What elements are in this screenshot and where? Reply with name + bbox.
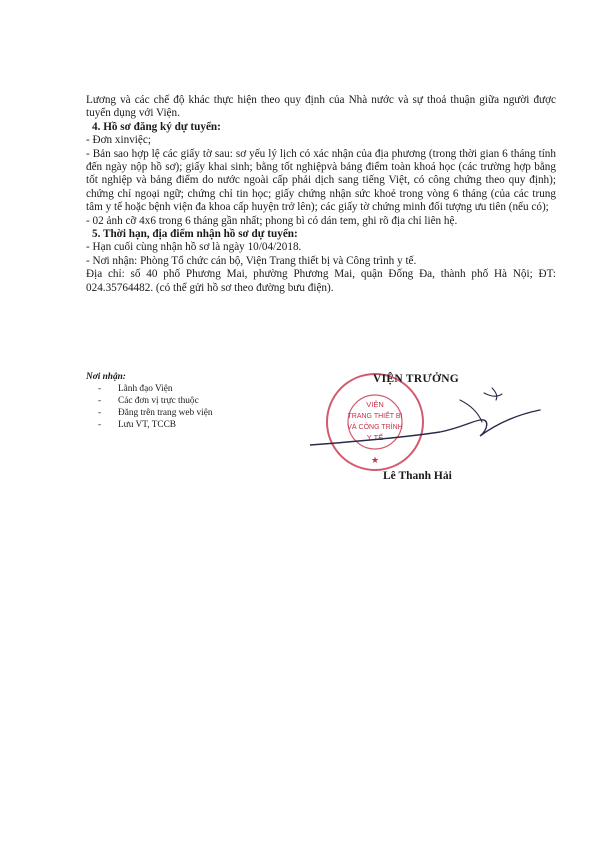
application-letter-item: - Đơn xinviệc; [86,134,151,147]
recipients-title: Nơi nhận: [86,372,126,382]
svg-text:★: ★ [370,455,380,465]
receiving-office-item: - Nơi nhận: Phòng Tổ chức cán bộ, Viện Trang thiết bị và Công trình y tế. [86,254,417,267]
seal-line: TRANG THIẾT BỊ [347,413,403,420]
seal-line: VIỆN [366,400,384,409]
document-body [86,94,556,295]
handwritten-signature [310,380,550,470]
document-copies-item: - Bản sao hợp lệ các giấy tờ sau: sơ yếu lý lịch có xác nhận của địa phương (trong thời gian 6 tháng tính đến ngày nộp hồ sơ); giấy khai sinh; bằng tốt nghiệpvà bảng điểm toàn khoá học (các trường hợp bằng tốt nghiệp và bảng điểm do nước ngoài cấp phải dịch sang tiếng Việt, có công chứng theo quy định); chứng chỉ ngoại ngữ; chứng chỉ tin học; giấy chứng nhận sức khoẻ trong vòng 6 tháng (của các trung tâm y tế hoặc bệnh viện đa khoa cấp huyện trở lên); các giấy tờ chứng minh đối tượng ưu tiên (nếu có); [86,147,556,214]
seal-line: Y TẾ [366,433,384,442]
signer-title: VIỆN TRƯỞNG [373,373,460,385]
recipient-item: - Các đơn vị trực thuộc [98,396,199,406]
address-item: Địa chỉ: số 40 phố Phương Mai, phường Phương Mai, quận Đống Đa, thành phố Hà Nội; ĐT: 024.35764482. (có thể gửi hồ sơ theo đường bưu điện). [86,268,556,294]
deadline-item: - Hạn cuối cùng nhận hồ sơ là ngày 10/04/2018. [86,241,302,254]
section-4-heading: 4. Hồ sơ đăng ký dự tuyển: [92,120,221,133]
section-5-heading: 5. Thời hạn, địa điểm nhận hồ sơ dự tuyển: [92,228,298,241]
recipient-item: - Lưu VT, TCCB [98,420,176,430]
recipients-block [86,371,306,431]
photos-envelope-item: - 02 ảnh cỡ 4x6 trong 6 tháng gần nhất; phong bì có dán tem, ghi rõ địa chỉ liên hệ. [86,214,458,227]
salary-paragraph: Lương và các chế độ khác thực hiện theo quy định của Nhà nước và sự thoả thuận giữa người được tuyển dụng với Viện. [86,94,556,120]
seal-line: VÀ CÔNG TRÌNH [347,424,403,431]
recipients-list [86,383,306,431]
recipient-item: - Lãnh đạo Viện [98,384,173,394]
signature-block [310,360,510,490]
recipient-item: - Đăng trên trang web viện [98,408,213,418]
signer-name: Lê Thanh Hải [383,470,452,482]
